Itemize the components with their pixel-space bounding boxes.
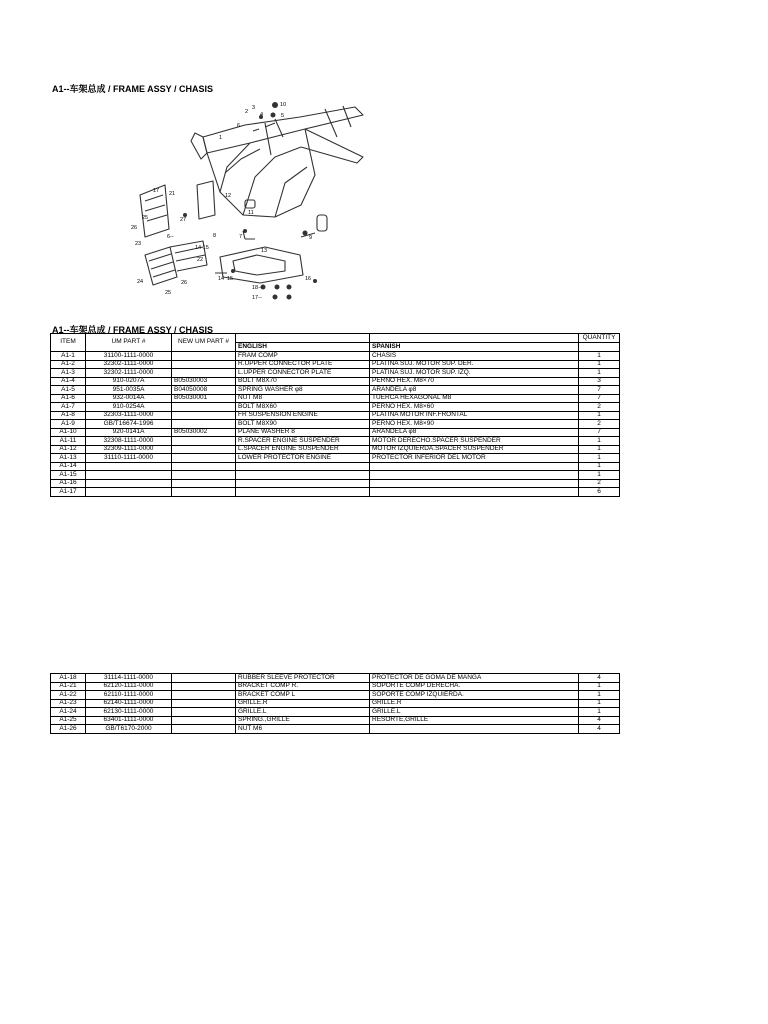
cell-item: A1-22	[51, 691, 86, 700]
cell-item: A1-10	[51, 428, 86, 437]
cell-quantity: 1	[579, 454, 620, 463]
cell-spanish: CHASIS	[370, 352, 579, 361]
cell-new-um-part	[172, 420, 236, 429]
cell-um-part: 910-0207A	[86, 377, 172, 386]
diagram-label: 14 15	[195, 245, 209, 251]
header-um-part: UM PART #	[86, 334, 172, 352]
diagram-label: 25	[142, 215, 149, 221]
cell-item: A1-3	[51, 369, 86, 378]
table-row	[51, 725, 620, 734]
cell-english: R.SPACER ENGINE SUSPENDER	[236, 437, 370, 446]
cell-spanish: GRILLE.L	[370, 708, 579, 717]
cell-english: BOLT M8X70	[236, 377, 370, 386]
cell-um-part: 62110-1111-0000	[86, 691, 172, 700]
cell-new-um-part	[172, 462, 236, 471]
diagram-label: 17	[153, 188, 160, 194]
cell-spanish: MOTOR DERECHO.SPACER SUSPENDER	[370, 437, 579, 446]
cell-english: BOLT M8X90	[236, 420, 370, 429]
bracket-right	[197, 181, 215, 219]
cell-new-um-part	[172, 454, 236, 463]
cell-new-um-part: B04050008	[172, 386, 236, 395]
cell-um-part: 31100-1111-0000	[86, 352, 172, 361]
cell-quantity: 1	[579, 708, 620, 717]
cell-quantity: 1	[579, 462, 620, 471]
cell-spanish: ARANDELA φ8	[370, 428, 579, 437]
cell-spanish	[370, 471, 579, 480]
cell-english: L.UPPER CONNECTOR PLATE	[236, 369, 370, 378]
table-row	[51, 488, 620, 497]
cell-item: A1-26	[51, 725, 86, 734]
cell-english: FR SUSPENSION ENGINE	[236, 411, 370, 420]
diagram-label: 7	[239, 234, 243, 240]
cell-english	[236, 488, 370, 497]
table-row	[51, 394, 620, 403]
cell-quantity: 4	[579, 674, 620, 683]
cell-new-um-part: B05030003	[172, 377, 236, 386]
table-row	[51, 411, 620, 420]
cell-english: NUT M6	[236, 725, 370, 734]
cell-um-part: 910-0254A	[86, 403, 172, 412]
header-quantity: QUANTITY	[579, 334, 620, 343]
table-row	[51, 462, 620, 471]
cell-um-part: 63401-1111-0000	[86, 716, 172, 725]
cell-um-part: 32309-1111-0000	[86, 445, 172, 454]
cell-english: L.SPACER ENGINE SUSPENDER	[236, 445, 370, 454]
parts-table	[50, 333, 620, 497]
cell-item: A1-1	[51, 352, 86, 361]
cell-english: R.UPPER CONNECTOR PLATE	[236, 360, 370, 369]
cell-spanish: SOPORTE COMP IZQUIERDA.	[370, 691, 579, 700]
frame-assembly-diagram	[125, 97, 370, 304]
cell-item: A1-12	[51, 445, 86, 454]
cell-quantity: 1	[579, 682, 620, 691]
diagram-label: 27	[180, 217, 187, 223]
cell-spanish: PLATINA MOTOR INF.FRONTAL	[370, 411, 579, 420]
cell-new-um-part	[172, 691, 236, 700]
frame-cradle	[220, 143, 307, 217]
table-title: A1--车架总成 / FRAME ASSY / CHASIS	[52, 325, 214, 335]
cell-quantity: 1	[579, 691, 620, 700]
cell-quantity: 1	[579, 437, 620, 446]
cell-quantity: 4	[579, 725, 620, 734]
cell-english: NUT M8	[236, 394, 370, 403]
cell-english	[236, 471, 370, 480]
table-row	[51, 420, 620, 429]
diagram-label: 24	[137, 279, 144, 285]
table-row	[51, 471, 620, 480]
cell-um-part: 62130-1111-0000	[86, 708, 172, 717]
table-row	[51, 437, 620, 446]
cell-spanish: RESORTE,GRILLE	[370, 716, 579, 725]
cell-item: A1-11	[51, 437, 86, 446]
cell-um-part: 920-0141A	[86, 428, 172, 437]
diagram-label: 3	[252, 105, 256, 111]
cell-item: A1-16	[51, 479, 86, 488]
header-spanish: SPANISH	[370, 343, 579, 352]
cell-english: PLANE WASHER 8	[236, 428, 370, 437]
parts-table-continued	[50, 673, 620, 734]
diagram-label: 22	[197, 257, 204, 263]
cell-item: A1-8	[51, 411, 86, 420]
diagram-label: 12	[225, 193, 232, 199]
cell-um-part: 932-0014A	[86, 394, 172, 403]
cell-english: SPRING.,GRILLE	[236, 716, 370, 725]
diagram-label: 21	[169, 191, 176, 197]
cell-um-part: 31110-1111-0000	[86, 454, 172, 463]
diagram-label: 18--	[252, 285, 262, 291]
diagram-label: 5	[281, 113, 285, 119]
table-row	[51, 377, 620, 386]
diagram-label: 10	[280, 102, 287, 108]
table-row	[51, 699, 620, 708]
cell-spanish: PLATINA SUJ. MOTOR SUP. DER.	[370, 360, 579, 369]
cell-item: A1-13	[51, 454, 86, 463]
cell-quantity: 7	[579, 394, 620, 403]
frame-rear-rail	[301, 129, 363, 163]
table-row	[51, 369, 620, 378]
diagram-label: 14	[218, 276, 225, 282]
cell-um-part	[86, 488, 172, 497]
cell-new-um-part	[172, 708, 236, 717]
cell-new-um-part	[172, 445, 236, 454]
cell-item: A1-18	[51, 674, 86, 683]
cell-item: A1-21	[51, 682, 86, 691]
cell-quantity: 2	[579, 479, 620, 488]
cell-english	[236, 462, 370, 471]
diagram-label: 8	[213, 233, 217, 239]
cell-quantity: 1	[579, 352, 620, 361]
diagram-label: 23	[135, 241, 142, 247]
table-row	[51, 682, 620, 691]
header-item: ITEM	[51, 334, 86, 352]
cell-um-part	[86, 479, 172, 488]
table-row	[51, 708, 620, 717]
cell-new-um-part	[172, 403, 236, 412]
header-new-um-part: NEW UM PART #	[172, 334, 236, 352]
cell-um-part: 32308-1111-0000	[86, 437, 172, 446]
cell-quantity: 2	[579, 403, 620, 412]
cell-english: GRILLE.L	[236, 708, 370, 717]
cell-quantity: 1	[579, 369, 620, 378]
cell-english: BOLT M8X60	[236, 403, 370, 412]
cell-quantity: 7	[579, 386, 620, 395]
cell-spanish: PERNO HEX. M8×60	[370, 403, 579, 412]
cell-item: A1-24	[51, 708, 86, 717]
cell-um-part: 32302-1111-0000	[86, 369, 172, 378]
cell-new-um-part	[172, 471, 236, 480]
cell-um-part: 951-0035A	[86, 386, 172, 395]
cell-item: A1-4	[51, 377, 86, 386]
table-row	[51, 445, 620, 454]
cell-item: A1-15	[51, 471, 86, 480]
table-header-row	[51, 334, 620, 343]
cell-spanish: PROTECTOR INFERIOR DEL MOTOR	[370, 454, 579, 463]
cell-new-um-part	[172, 352, 236, 361]
cell-quantity: 1	[579, 411, 620, 420]
cell-new-um-part	[172, 360, 236, 369]
cell-new-um-part	[172, 682, 236, 691]
cell-quantity: 1	[579, 360, 620, 369]
page-title: A1--车架总成 / FRAME ASSY / CHASIS	[52, 84, 214, 94]
cell-spanish: ARANDELA φ8	[370, 386, 579, 395]
cell-new-um-part	[172, 716, 236, 725]
cell-english: GRILLE.R	[236, 699, 370, 708]
cell-new-um-part	[172, 411, 236, 420]
table-row	[51, 403, 620, 412]
cell-um-part: 31114-1111-0000	[86, 674, 172, 683]
table-row	[51, 674, 620, 683]
cell-item: A1-7	[51, 403, 86, 412]
cell-quantity: 1	[579, 445, 620, 454]
header-english: ENGLISH	[236, 343, 370, 352]
cell-spanish	[370, 462, 579, 471]
cell-um-part: 62140-1111-0000	[86, 699, 172, 708]
cell-spanish: PERNO HEX. M8×90	[370, 420, 579, 429]
cell-um-part	[86, 471, 172, 480]
cell-new-um-part	[172, 674, 236, 683]
table-row	[51, 691, 620, 700]
cell-spanish: TUERCA HEXAGONAL M8	[370, 394, 579, 403]
cell-item: A1-5	[51, 386, 86, 395]
cell-spanish: GRILLE.R	[370, 699, 579, 708]
cell-new-um-part: B05030001	[172, 394, 236, 403]
diagram-label: 26	[181, 280, 188, 286]
cell-um-part	[86, 462, 172, 471]
diagram-label: 15	[227, 276, 234, 282]
cell-item: A1-9	[51, 420, 86, 429]
diagram-label: 9	[309, 235, 313, 241]
cell-quantity: 1	[579, 471, 620, 480]
cell-spanish: MOTOR IZQUIERDA.SPACER SUSPENDER	[370, 445, 579, 454]
diagram-label: 13	[261, 248, 268, 254]
cell-quantity: 7	[579, 428, 620, 437]
diagram-label: 6--	[167, 234, 174, 240]
cell-english: BRACKET COMP L	[236, 691, 370, 700]
cell-spanish: PROTECTOR DE GOMA DE MANGA	[370, 674, 579, 683]
diagram-label: 26	[131, 225, 138, 231]
cell-english: BRACKET COMP R.	[236, 682, 370, 691]
table-row	[51, 428, 620, 437]
cell-english: SPRING WASHER φ8	[236, 386, 370, 395]
cell-item: A1-2	[51, 360, 86, 369]
table-row	[51, 386, 620, 395]
diagram-label: 17--	[252, 295, 262, 301]
cell-new-um-part	[172, 437, 236, 446]
cell-item: A1-6	[51, 394, 86, 403]
diagram-label: 11	[248, 210, 254, 216]
cell-spanish	[370, 488, 579, 497]
cell-quantity: 2	[579, 420, 620, 429]
cell-um-part: GB/T6170-2000	[86, 725, 172, 734]
table-row	[51, 716, 620, 725]
diagram-label: 4	[260, 112, 264, 118]
cell-item: A1-23	[51, 699, 86, 708]
cell-spanish: SOPORTE COMP DERECHA.	[370, 682, 579, 691]
diagram-label: 2	[245, 109, 249, 115]
cell-new-um-part	[172, 488, 236, 497]
cell-item: A1-25	[51, 716, 86, 725]
cell-english: LOWER PROTECTOR ENGINE	[236, 454, 370, 463]
cell-spanish	[370, 479, 579, 488]
cell-um-part: 32302-1111-0000	[86, 360, 172, 369]
cell-quantity: 4	[579, 716, 620, 725]
cell-spanish	[370, 725, 579, 734]
cell-english: FRAM COMP	[236, 352, 370, 361]
cell-quantity: 6	[579, 488, 620, 497]
table-row	[51, 479, 620, 488]
cell-quantity: 1	[579, 699, 620, 708]
cell-english	[236, 479, 370, 488]
table-row	[51, 360, 620, 369]
cell-item: A1-14	[51, 462, 86, 471]
diagram-label: 6	[237, 123, 241, 129]
cell-english: RUBBER SLEEVE PROTECTOR	[236, 674, 370, 683]
cell-um-part: 62120-1111-0000	[86, 682, 172, 691]
cell-spanish: PERNO HEX. M8×70	[370, 377, 579, 386]
cell-item: A1-17	[51, 488, 86, 497]
diagram-label: 1	[219, 135, 223, 141]
cell-new-um-part	[172, 479, 236, 488]
table-row	[51, 352, 620, 361]
cell-new-um-part: B05030002	[172, 428, 236, 437]
cell-um-part: GB/T16674-1996	[86, 420, 172, 429]
diagram-label: 16	[305, 276, 312, 282]
cell-quantity: 3	[579, 377, 620, 386]
diagram-label: 25	[165, 290, 172, 296]
cell-new-um-part	[172, 699, 236, 708]
cell-spanish: PLATINA SUJ. MOTOR SUP. IZQ.	[370, 369, 579, 378]
cell-new-um-part	[172, 725, 236, 734]
cell-um-part: 32303-1111-0000	[86, 411, 172, 420]
table-row	[51, 454, 620, 463]
cell-new-um-part	[172, 369, 236, 378]
